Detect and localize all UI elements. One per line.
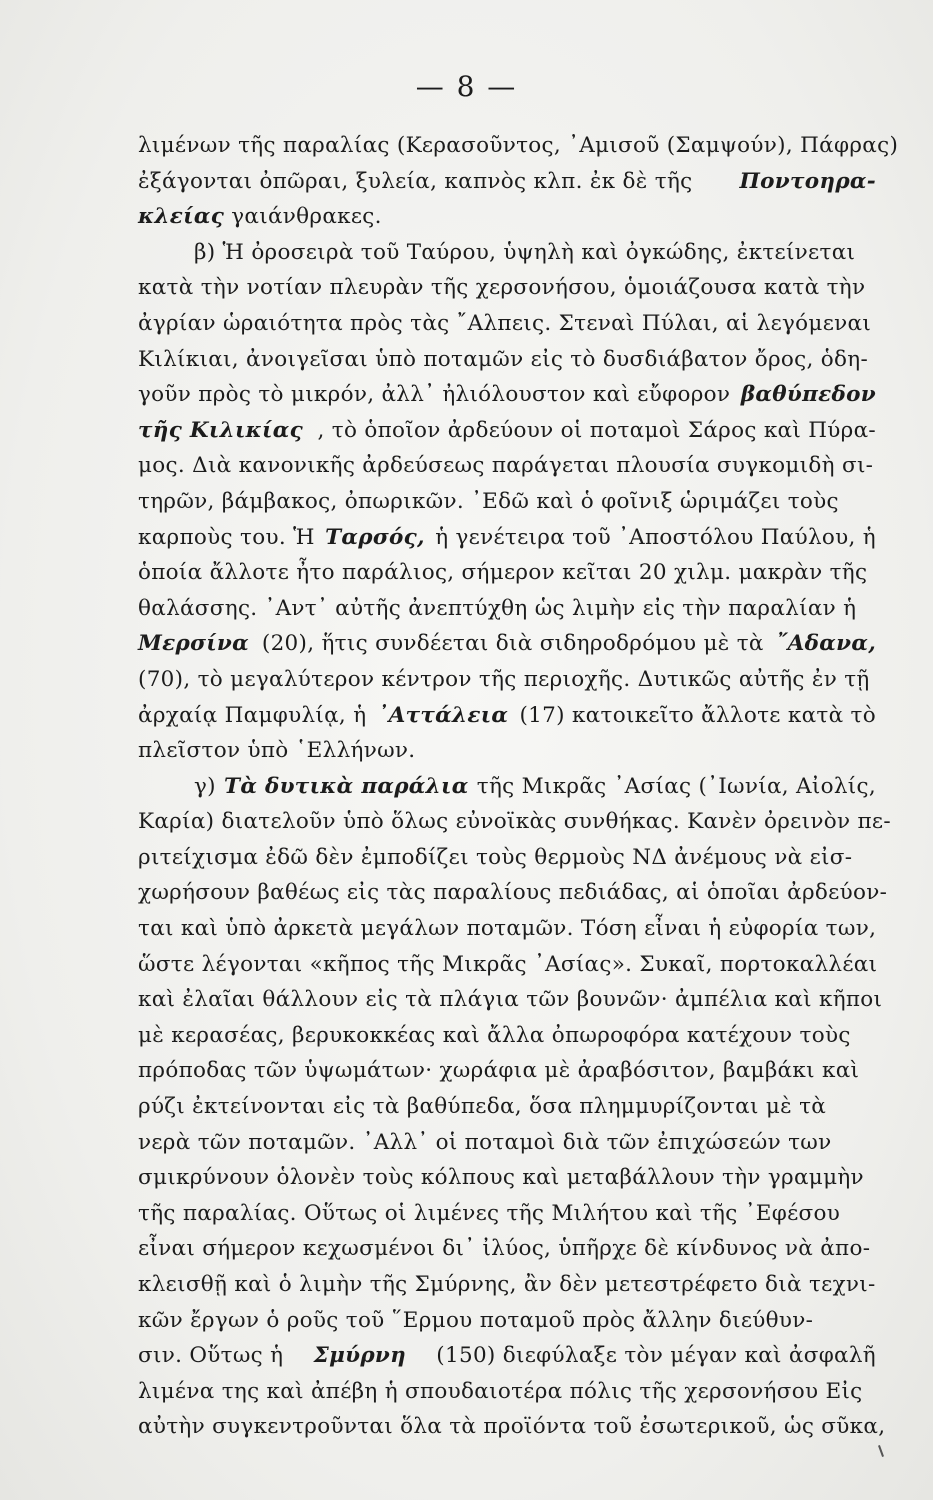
text-line (138, 733, 876, 769)
line-text: καρποὺς του. Ἡ (138, 524, 322, 550)
line-text: Κιλίκιαι, ἀνοιγεῖσαι ὑπὸ ποταμῶν εἰς τὸ δυσδιάβατον ὄρος, ὁδη- (138, 346, 869, 372)
line-text: λιμένων τῆς παραλίας (Κερασοῦντος, ᾿Αμισοῦ (Σαμψούν), Πάφρας) (138, 133, 899, 158)
text-line (138, 235, 876, 271)
line-text: πρόποδας τῶν ὑψωμάτων· χωράφια μὲ ἀραβόσιτον, βαμβάκι καὶ (138, 1058, 860, 1084)
text-line (138, 698, 876, 734)
margin-mark (878, 1445, 884, 1457)
emphasized-text: Ταρσός, (325, 524, 425, 550)
line-text: ἀρχαίᾳ Παμφυλίᾳ, ἡ (138, 702, 374, 728)
text-line (138, 1374, 876, 1410)
line-text: κῶν ἔργων ὁ ροῦς τοῦ ῞Ερμου ποταμοῦ πρὸς ἄλλην διεύθυν- (138, 1307, 814, 1333)
line-text: (17) κατοικεῖτο ἄλλοτε κατὰ τὸ (512, 702, 876, 728)
page-number: — 8 — (415, 70, 518, 103)
line-text: ἡ γενέτειρα τοῦ ᾿Αποστόλου Παύλου, ἡ (428, 524, 876, 550)
text-line (138, 1125, 876, 1161)
emphasized-text: τῆς Κιλικίας (138, 417, 303, 443)
line-text: ὥστε λέγονται «κῆπος τῆς Μικρᾶς ᾿Ασίας». Συκαῖ, πορτοκαλλέαι (138, 951, 878, 977)
text-line (138, 342, 876, 378)
text-line (138, 413, 876, 449)
line-text: (150) διεφύλαξε τὸν μέγαν καὶ ἀσφαλῆ (429, 1343, 876, 1369)
line-text: λιμένα της καὶ ἀπέβη ἡ σπουδαιοτέρα πόλις τῆς χερσονήσου Εἰς (138, 1378, 863, 1404)
line-text: καὶ ἐλαῖαι θάλλουν εἰς τὰ πλάγια τῶν βουνῶν· ἀμπέλια καὶ κῆποι (138, 987, 883, 1013)
emphasized-text: βαθύπεδον (740, 382, 876, 408)
line-text: ὁποία ἄλλοτε ἦτο παράλιος, σήμερον κεῖται 20 χιλμ. μακρὰν τῆς (138, 560, 868, 586)
line-text: ἐξάγονται ὀπῶραι, ξυλεία, καπνὸς κλπ. ἐκ δὲ τῆς (138, 168, 700, 194)
text-line (138, 1231, 876, 1267)
text-line (138, 306, 876, 342)
line-text: γαιάνθρακες. (224, 204, 382, 230)
text-line (138, 911, 876, 947)
text-line (138, 947, 876, 983)
text-line (138, 128, 899, 164)
text-line (138, 769, 876, 805)
text-line (138, 270, 876, 306)
body-text (138, 128, 899, 1445)
text-line (138, 484, 876, 520)
line-text: τῆς παραλίας. Οὕτως οἱ λιμένες τῆς Μιλήτου καὶ τῆς ᾿Εφέσου (138, 1200, 841, 1226)
text-line (138, 662, 876, 698)
line-text: σμικρύνουν ὁλονὲν τοὺς κόλπους καὶ μεταβάλλουν τὴν γραμμὴν (138, 1165, 864, 1191)
line-text: β) Ἡ ὀροσειρὰ τοῦ Ταύρου, ὑψηλὴ καὶ ὀγκώδης, ἐκτείνεται (194, 239, 856, 265)
text-line (138, 1338, 876, 1374)
text-line (138, 555, 876, 591)
text-line (138, 1018, 876, 1054)
emphasized-text: ῎Αδανα, (776, 631, 876, 657)
line-text: μὲ κερασέας, βερυκοκκέας καὶ ἄλλα ὀπωροφόρα κατέχουν τοὺς (138, 1022, 851, 1048)
text-line (138, 1160, 876, 1196)
line-text: πλεῖστον ὑπὸ ῾Ελλήνων. (138, 738, 416, 764)
line-text: κατὰ τὴν νοτίαν πλευρὰν τῆς χερσονήσου, ὁμοιάζουσα κατὰ τὴν (138, 275, 866, 301)
text-line (138, 199, 876, 235)
line-text: σιν. Οὕτως ἡ (138, 1343, 291, 1369)
emphasized-text: Σμύρνη (313, 1343, 407, 1369)
line-text: νερὰ τῶν ποταμῶν. ᾿Αλλ᾽ οἱ ποταμοὶ διὰ τῶν ἐπιχώσεών των (138, 1129, 832, 1155)
text-line (138, 520, 876, 556)
text-line (138, 1303, 876, 1339)
text-line (138, 591, 876, 627)
line-text: τηρῶν, βάμβακος, ὀπωρικῶν. ᾿Εδῶ καὶ ὁ φοῖνιξ ὡριμάζει τοὺς (138, 488, 839, 514)
text-line (138, 377, 876, 413)
line-text: αὐτὴν συγκεντροῦνται ὅλα τὰ προϊόντα τοῦ ἐσωτερικοῦ, ὡς σῦκα, (138, 1414, 886, 1440)
emphasized-text: ᾿Αττάλεια (377, 702, 509, 728)
line-text: (20), ἥτις συνδέεται διὰ σιδηροδρόμου μὲ τὰ (254, 631, 771, 657)
text-line (138, 1089, 876, 1125)
text-line (138, 1053, 876, 1089)
text-line (138, 982, 883, 1018)
line-text: εἶναι σήμερον κεχωσμένοι δι᾽ ἰλύος, ὑπῆρχε δὲ κίνδυνος νὰ ἀπο- (138, 1236, 871, 1262)
line-text: γοῦν πρὸς τὸ μικρόν, ἀλλ᾽ ἠλιόλουστον καὶ εὔφορον (138, 382, 738, 408)
text-line (138, 164, 876, 200)
line-text: κλεισθῇ καὶ ὁ λιμὴν τῆς Σμύρνης, ἂν δὲν μετεστρέφετο διὰ τεχνι- (138, 1272, 876, 1297)
emphasized-text: Ποντοηρα- (739, 168, 876, 194)
line-text: ριτείχισμα ἐδῶ δὲν ἐμποδίζει τοὺς θερμοὺς ΝΔ ἀνέμους νὰ εἰσ- (138, 844, 853, 870)
text-line (138, 1196, 876, 1232)
line-text: χωρήσουν βαθέως εἰς τὰς παραλίους πεδιάδας, αἱ ὁποῖαι ἀρδεύον- (138, 880, 888, 906)
text-line (138, 1267, 876, 1303)
text-line (138, 1409, 886, 1445)
emphasized-text: Τὰ δυτικὰ παράλια (224, 773, 469, 799)
text-line (138, 840, 876, 876)
line-text: θαλάσσης. ᾿Αντ᾽ αὐτῆς ἀνεπτύχθη ὡς λιμὴν εἰς τὴν παραλίαν ἡ (138, 595, 857, 621)
text-line (138, 626, 876, 662)
text-line (138, 875, 888, 911)
line-text: (70), τὸ μεγαλύτερον κέντρον τῆς περιοχῆς. Δυτικῶς αὐτῆς ἐν τῇ (138, 666, 870, 692)
line-text: , τὸ ὁποῖον ἀρδεύουν οἱ ποταμοὶ Σάρος καὶ Πύρα- (317, 417, 876, 443)
line-text: τῆς Μικρᾶς ᾿Ασίας (᾿Ιωνία, Αἰολίς, (469, 773, 876, 799)
text-line (138, 804, 891, 840)
emphasized-text: Μερσίνα (138, 631, 249, 657)
line-text: ρύζι ἐκτείνονται εἰς τὰ βαθύπεδα, ὅσα πλημμυρίζονται μὲ τὰ (138, 1094, 827, 1120)
line-text: ται καὶ ὑπὸ ἀρκετὰ μεγάλων ποταμῶν. Τόση εἶναι ἡ εὐφορία των, (138, 916, 877, 942)
emphasized-text: κλείας (138, 204, 225, 230)
line-text: ἀγρίαν ὡραιότητα πρὸς τὰς ῎Αλπεις. Στεναὶ Πύλαι, αἱ λεγόμεναι (138, 310, 872, 336)
line-text: Καρία) διατελοῦν ὑπὸ ὅλως εὐνοϊκὰς συνθήκας. Κανὲν ὀρεινὸν πε- (138, 809, 891, 835)
line-text: μος. Διὰ κανονικῆς ἀρδεύσεως παράγεται πλουσία συγκομιδὴ σι- (138, 453, 874, 479)
line-text: γ) (194, 773, 223, 799)
text-line (138, 448, 876, 484)
